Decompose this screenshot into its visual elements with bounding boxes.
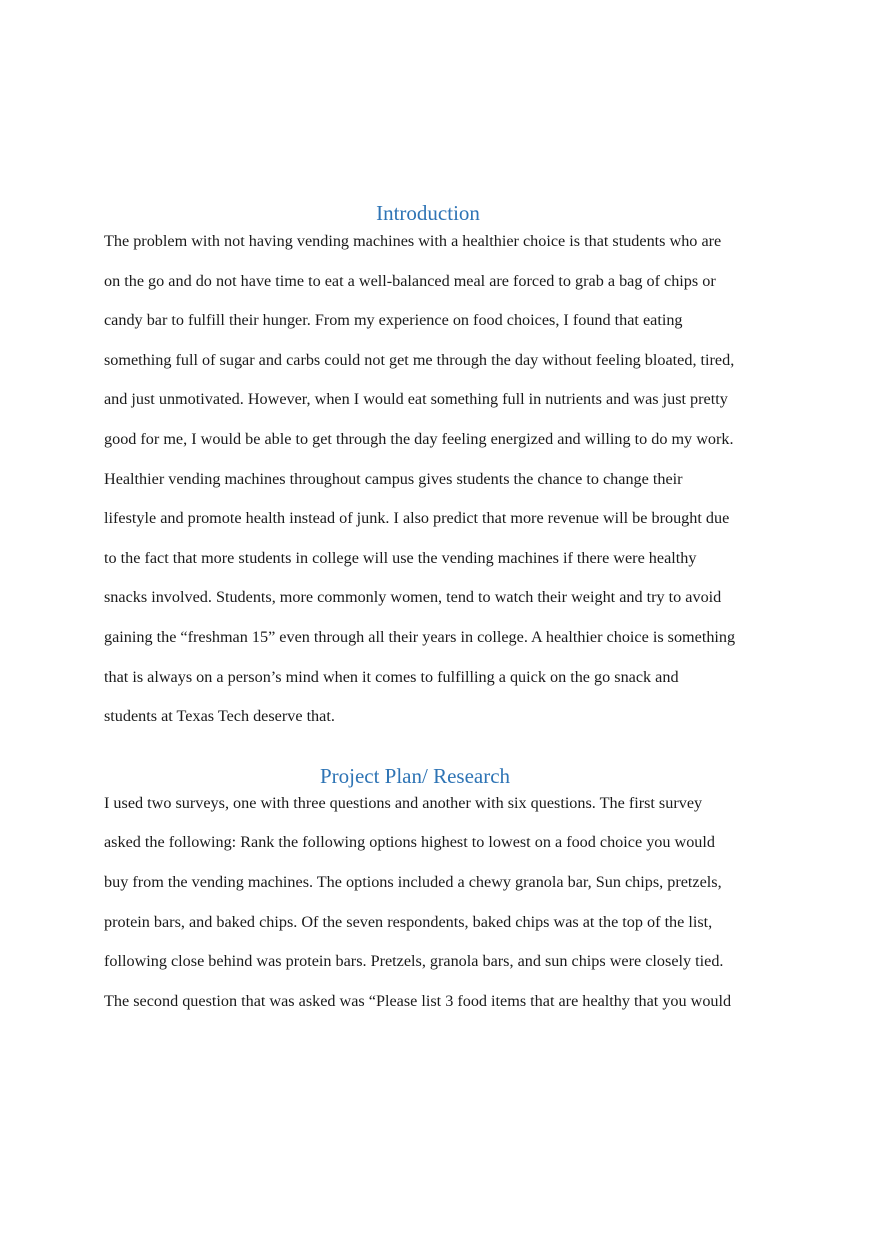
paragraph-line: that is always on a person’s mind when it comes to fulfilling a quick on the go snack and <box>104 668 679 686</box>
paragraph-line: The second question that was asked was “Please list 3 food items that are healthy that you would <box>104 992 732 1010</box>
paragraph-line: snacks involved. Students, more commonly women, tend to watch their weight and try to avoid <box>104 588 722 606</box>
introduction-heading: Introduction <box>376 201 480 225</box>
paragraph-line: to the fact that more students in college will use the vending machines if there were healthy <box>104 549 697 567</box>
paragraph-line: Healthier vending machines throughout campus gives students the chance to change their <box>104 470 683 488</box>
paragraph-line: asked the following: Rank the following options highest to lowest on a food choice you would <box>104 833 715 851</box>
paragraph-line: gaining the “freshman 15” even through all their years in college. A healthier choice is something <box>104 628 736 646</box>
paragraph-line: protein bars, and baked chips. Of the seven respondents, baked chips was at the top of the list, <box>104 913 713 931</box>
project-plan-heading: Project Plan/ Research <box>319 764 511 788</box>
paragraph-line: students at Texas Tech deserve that. <box>104 707 335 725</box>
paragraph-line: candy bar to fulfill their hunger. From my experience on food choices, I found that eating <box>104 311 683 329</box>
paragraph-line: following close behind was protein bars. Pretzels, granola bars, and sun chips were closely tied. <box>104 952 724 970</box>
paragraph-line: The problem with not having vending machines with a healthier choice is that students who are <box>104 232 722 250</box>
paragraph-line: I used two surveys, one with three questions and another with six questions. The first survey <box>104 794 703 812</box>
paragraph-line: good for me, I would be able to get through the day feeling energized and willing to do my work. <box>104 430 734 448</box>
paragraph-line: buy from the vending machines. The options included a chewy granola bar, Sun chips, pretzels, <box>104 873 722 891</box>
paragraph-line: something full of sugar and carbs could not get me through the day without feeling bloated, tired, <box>104 351 735 369</box>
paragraph-line: lifestyle and promote health instead of junk. I also predict that more revenue will be brought due <box>104 509 730 527</box>
paragraph-line: and just unmotivated. However, when I would eat something full in nutrients and was just pretty <box>104 390 728 408</box>
paragraph-line: on the go and do not have time to eat a well-balanced meal are forced to grab a bag of chips or <box>104 272 716 290</box>
